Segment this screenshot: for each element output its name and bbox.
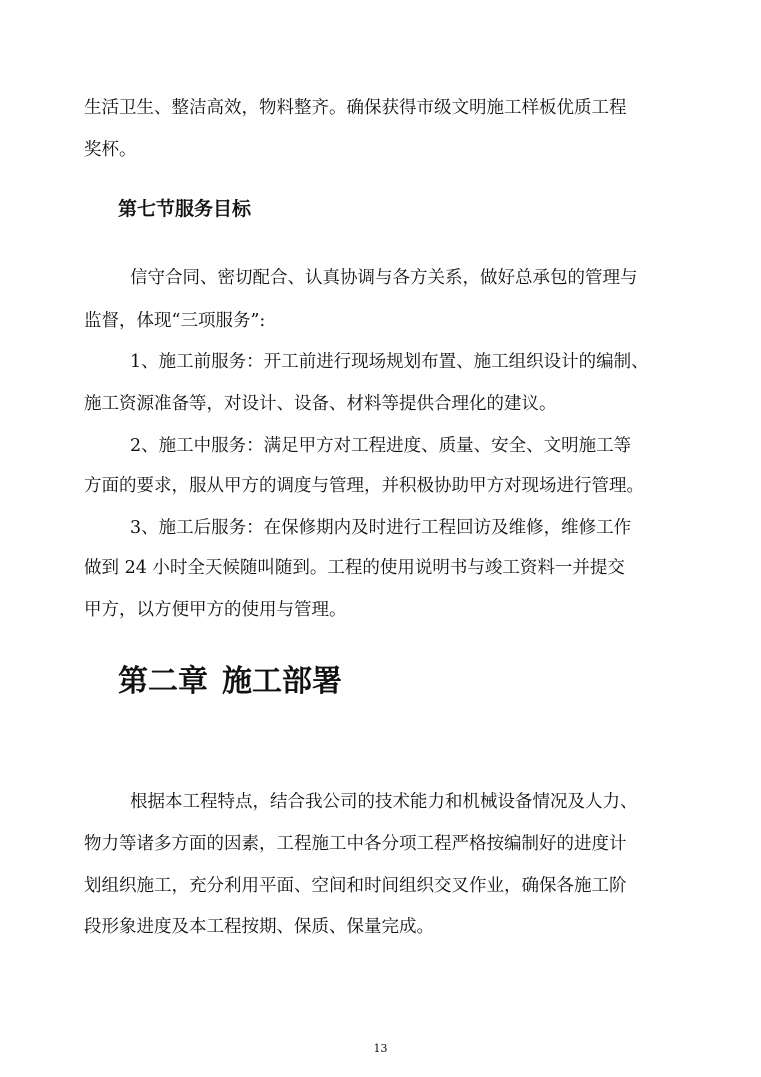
paragraph-line: 物力等诸多方面的因素，工程施工中各分项工程严格按编制好的进度计 (84, 834, 627, 854)
list-item-line: 方面的要求，服从甲方的调度与管理，并积极协助甲方对现场进行管理。 (84, 476, 644, 496)
chapter-title: 施工部署 (222, 664, 342, 699)
paragraph-line: 划组织施工，充分利用平面、空间和时间组织交叉作业，确保各施工阶 (84, 876, 627, 896)
intro-line-1: 生活卫生、整洁高效，物料整齐。确保获得市级文明施工样板优质工程 (84, 98, 627, 118)
list-item-line: 1、施工前服务：开工前进行现场规划布置、施工组织设计的编制、 (130, 352, 649, 372)
paragraph-line: 根据本工程特点，结合我公司的技术能力和机械设备情况及人力、 (130, 792, 638, 812)
paragraph-line: 监督，体现“三项服务”: (84, 311, 266, 331)
list-item-line: 2、施工中服务：满足甲方对工程进度、质量、安全、文明施工等 (130, 436, 632, 456)
section-heading: 第七节服务目标 (118, 198, 252, 220)
list-item-line: 甲方，以方便甲方的使用与管理。 (84, 600, 347, 620)
list-item-line: 做到 24 小时全天候随叫随到。工程的使用说明书与竣工资料一并提交 (84, 558, 625, 578)
intro-line-2: 奖杯。 (84, 140, 137, 160)
chapter-heading (118, 662, 342, 702)
paragraph-line: 信守合同、密切配合、认真协调与各方关系，做好总承包的管理与 (130, 268, 638, 288)
paragraph-line: 段形象进度及本工程按期、保质、保量完成。 (84, 917, 434, 937)
list-item-line: 施工资源准备等，对设计、设备、材料等提供合理化的建议。 (84, 394, 557, 414)
page-number: 13 (373, 1042, 388, 1055)
chapter-number: 第二章 (118, 664, 208, 699)
list-item-line: 3、施工后服务：在保修期内及时进行工程回访及维修，维修工作 (130, 518, 632, 538)
